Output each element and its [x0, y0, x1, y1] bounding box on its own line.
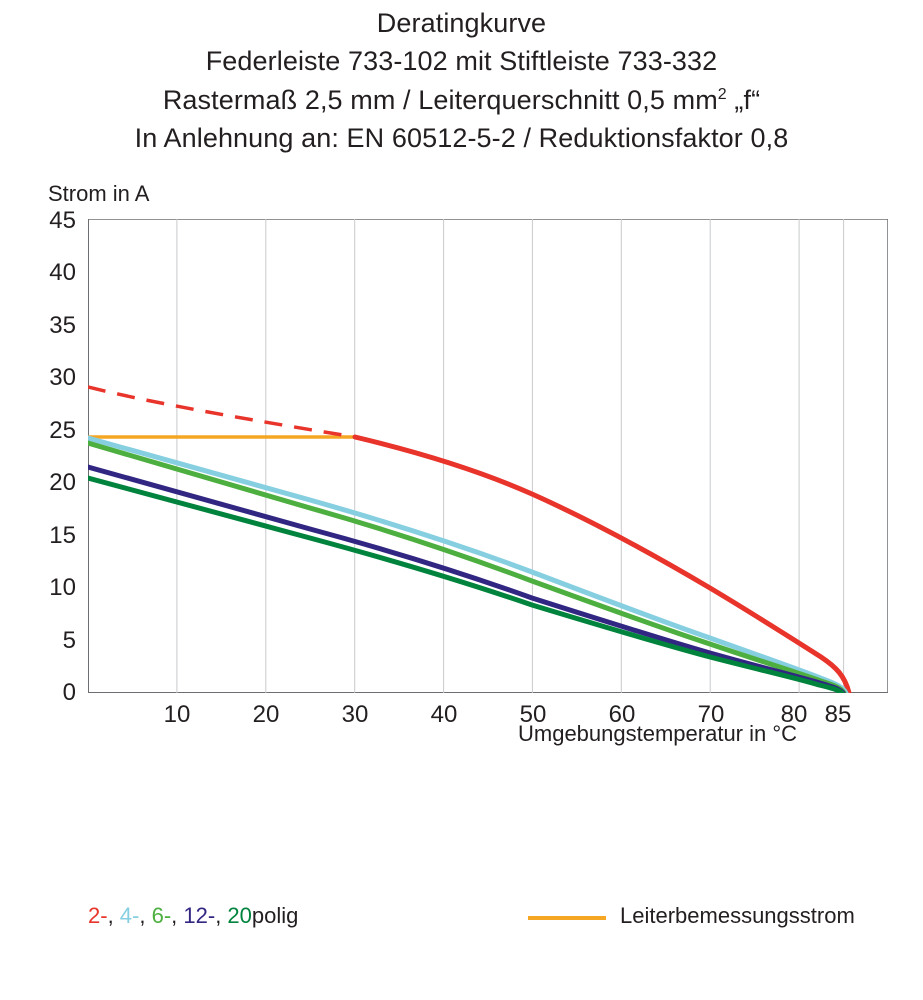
x-tick-50: 50 [519, 701, 547, 729]
x-tick-60: 60 [608, 701, 636, 729]
legend-pole-6: 6- [151, 903, 172, 929]
legend-rated-current-label: Leiterbemessungsstrom [620, 903, 855, 929]
legend-poles-suffix: polig [251, 903, 299, 929]
y-tick-45: 45 [49, 207, 76, 235]
y-tick-30: 30 [49, 364, 76, 392]
legend-pole-12: 12- [183, 903, 216, 929]
y-axis-label: Strom in A [48, 181, 150, 207]
legend-pole-4: 4- [119, 903, 140, 929]
legend-poles: 2-, 4-, 6-, 12-, 20polig [88, 903, 299, 929]
series-12-polig [88, 467, 843, 693]
x-tick-10: 10 [163, 701, 191, 729]
series-20-polig [88, 478, 842, 693]
legend-pole-20: 20 [227, 903, 252, 929]
title-line-2: Federleiste 733-102 mit Stiftleiste 733-332 [205, 46, 718, 77]
title-line-3-main: Rastermaß 2,5 mm / Leiterquerschnitt 0,5 mm [162, 84, 718, 115]
series-6-polig [88, 443, 844, 693]
y-tick-0: 0 [62, 679, 76, 707]
x-axis-label: Umgebungstemperatur in °C [518, 721, 798, 747]
chart-title-block [0, 0, 923, 157]
x-tick-85: 85 [824, 701, 852, 729]
gridlines-vertical [177, 219, 844, 693]
x-tick-70: 70 [697, 701, 725, 729]
legend-rated-current [528, 903, 855, 929]
title-line-3-superscript: 2 [717, 85, 727, 103]
title-line-3 [0, 81, 923, 119]
x-tick-80: 80 [780, 701, 808, 729]
chart-area [0, 173, 923, 793]
x-tick-30: 30 [341, 701, 369, 729]
y-tick-5: 5 [62, 627, 76, 655]
y-tick-35: 35 [49, 312, 76, 340]
y-tick-10: 10 [49, 574, 76, 602]
x-tick-20: 20 [252, 701, 280, 729]
x-tick-40: 40 [430, 701, 458, 729]
y-tick-15: 15 [49, 522, 76, 550]
title-line-1: Deratingkurve [376, 8, 547, 38]
title-line-4: In Anlehnung an: EN 60512-5-2 / Reduktionsfaktor 0,8 [134, 122, 789, 153]
title-line-3-tail: „f“ [726, 84, 761, 115]
chart-legend [0, 875, 923, 965]
plot-canvas [88, 219, 888, 693]
y-tick-20: 20 [49, 469, 76, 497]
y-tick-25: 25 [49, 417, 76, 445]
legend-rated-current-swatch [528, 916, 606, 920]
legend-pole-2: 2- [88, 903, 108, 929]
y-tick-40: 40 [49, 259, 76, 287]
series-2-polig-dashed [88, 387, 355, 437]
